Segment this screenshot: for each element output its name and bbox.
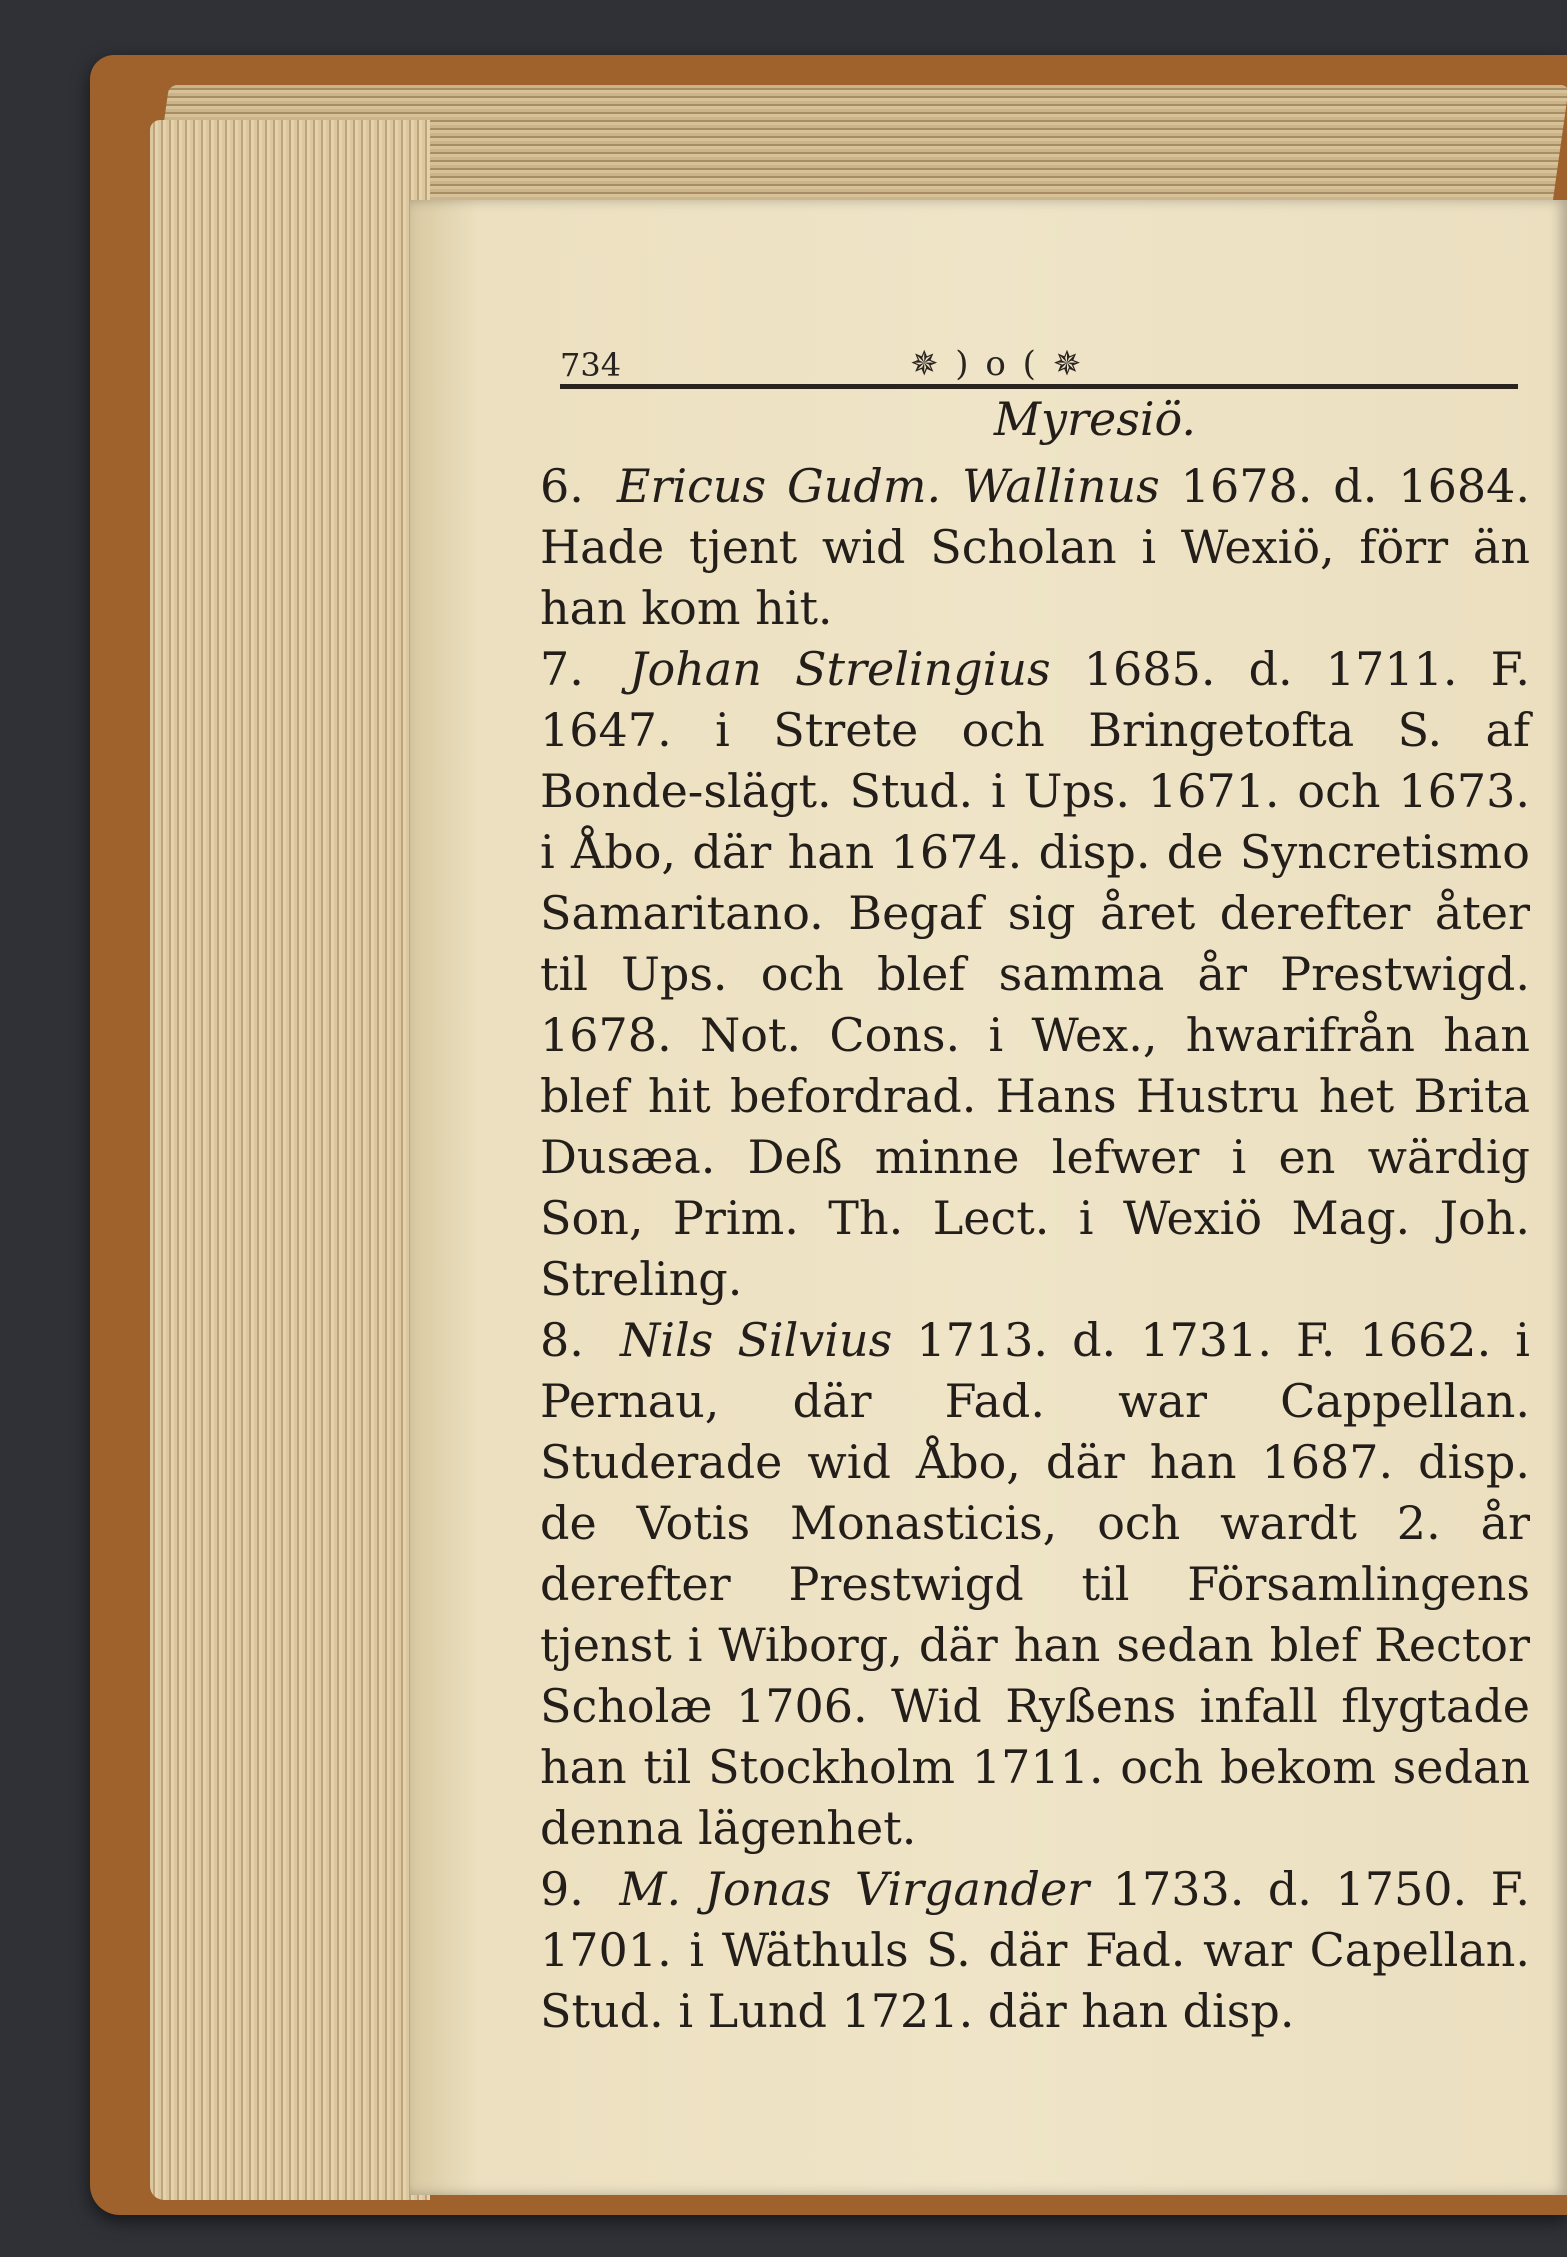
text-block — [540, 390, 1530, 2042]
entry-text: 1678. d. 1684. Hade tjent wid Scholan i Wexiö, förr än han kom hit. — [540, 459, 1530, 635]
entry-name: Johan Strelingius — [629, 642, 1051, 696]
entry — [540, 639, 1530, 1310]
entry-name: Ericus Gudm. Wallinus — [616, 459, 1160, 513]
entry — [540, 1859, 1530, 2042]
entry-number: 7. — [540, 642, 584, 696]
entry — [540, 1310, 1530, 1859]
entry-number: 8. — [540, 1313, 584, 1367]
book-page — [410, 200, 1567, 2195]
page-edges-side — [150, 120, 430, 2200]
entry — [540, 456, 1530, 639]
page-number: 734 — [560, 346, 622, 384]
entry-number: 9. — [540, 1862, 584, 1916]
entry-number: 6. — [540, 459, 584, 513]
page-header — [560, 344, 1518, 389]
entry-text: 1685. d. 1711. F. 1647. i Strete och Bringetofta S. af Bonde-slägt. Stud. i Ups. 1671. och 1673. i Åbo, där han 1674. disp. de Syncretismo Samaritano. Begaf sig året derefter åter til Ups. och blef samma år Prestwigd. 1678. Not. Cons. i Wex., hwarifrån han blef hit befordrad. Hans Hustru het Brita Dusæa. Deß minne lefwer i en wärdig Son, Prim. Th. Lect. i Wexiö Mag. Joh. Streling. — [540, 642, 1531, 1306]
entry-text: 1733. d. 1750. F. 1701. i Wäthuls S. där Fad. war Capellan. Stud. i Lund 1721. där han disp. — [540, 1862, 1530, 2038]
entry-name: M. Jonas Virgander — [619, 1862, 1090, 1916]
header-ornament: ✵ ) o ( ✵ — [910, 344, 1085, 384]
page-title: Myresiö. — [993, 392, 1197, 446]
entry-text: 1713. d. 1731. F. 1662. i Pernau, där Fad. war Cappellan. Studerade wid Åbo, där han 1687. disp. de Votis Monasticis, och wardt 2. år derefter Prestwigd til Församlingens tjenst i Wiborg, där han sedan blef Rector Scholæ 1706. Wid Ryßens infall flygtade han til Stockholm 1711. och bekom sedan denna lägenhet. — [540, 1313, 1530, 1855]
entry-name: Nils Silvius — [619, 1313, 893, 1367]
